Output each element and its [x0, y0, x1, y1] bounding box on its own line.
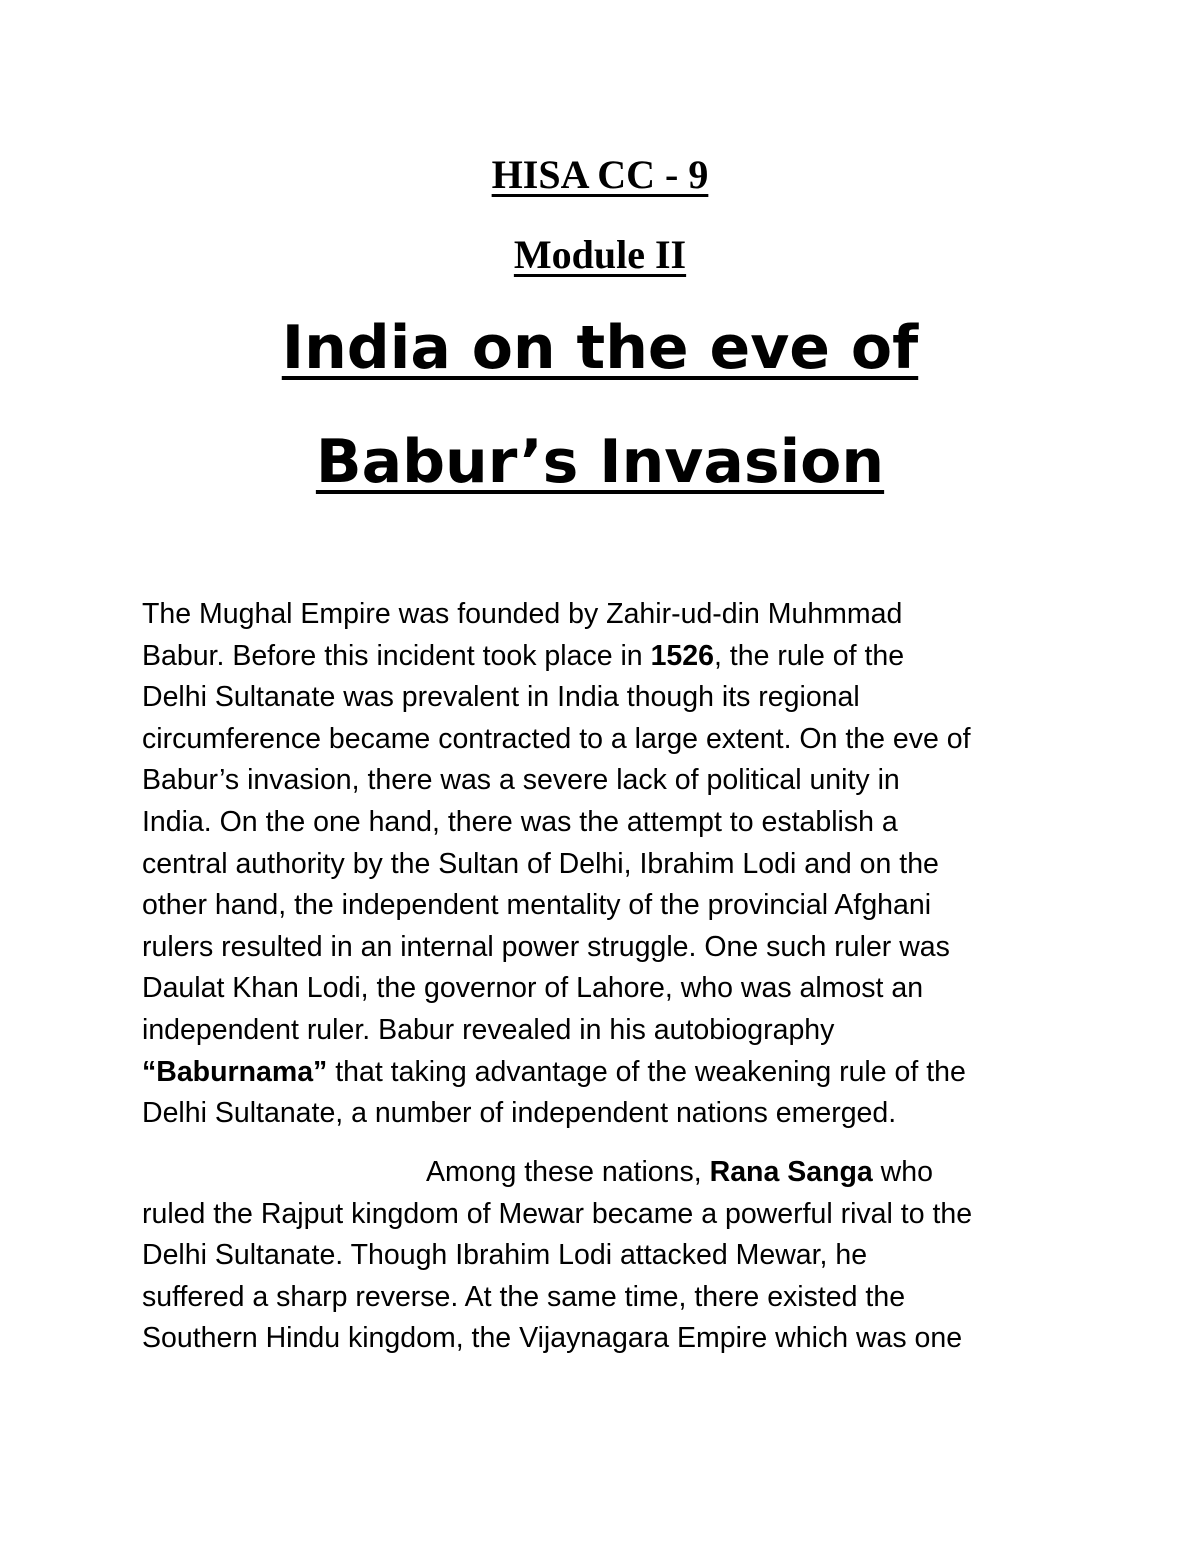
text-run: Babur. Before this incident took place in	[142, 639, 651, 672]
year-bold: 1526	[650, 639, 714, 672]
text-run: Among these nations,	[426, 1156, 710, 1188]
text-run: who	[872, 1156, 933, 1188]
paragraph-1-line: independent ruler. Babur revealed in his autobiography	[142, 1013, 835, 1046]
paragraph-1-line: Delhi Sultanate, a number of independent nations emerged.	[142, 1097, 897, 1130]
ruler-name-bold: Rana Sanga	[709, 1156, 873, 1188]
module-heading: Module II	[513, 232, 687, 277]
paragraph-1-line	[142, 1052, 1072, 1094]
paragraph-1-line: Daulat Khan Lodi, the governor of Lahore, who was almost an	[142, 972, 924, 1005]
paragraph-2-line: Delhi Sultanate. Though Ibrahim Lodi attacked Mewar, he	[142, 1239, 868, 1272]
paragraph-2-line: suffered a sharp reverse. At the same time, there existed the	[142, 1280, 906, 1313]
paragraph-1-line: India. On the one hand, there was the attempt to establish a	[142, 805, 898, 838]
course-code-heading: HISA CC - 9	[491, 152, 709, 197]
paragraph-1-line	[142, 636, 1072, 678]
page-title-line-2: Babur’s Invasion	[315, 427, 885, 497]
text-run: , the rule of the	[713, 639, 905, 672]
paragraph-1-line: Babur’s invasion, there was a severe lack of political unity in	[142, 764, 900, 797]
paragraph-1-line: circumference became contracted to a large extent. On the eve of	[142, 722, 971, 755]
paragraph-1-line: other hand, the independent mentality of the provincial Afghani	[142, 889, 932, 922]
book-title-bold: “Baburnama”	[142, 1055, 328, 1088]
page-title-line-1: India on the eve of	[281, 313, 919, 383]
paragraph-2-line: ruled the Rajput kingdom of Mewar became a powerful rival to the	[142, 1197, 973, 1230]
paragraph-1-line: central authority by the Sultan of Delhi, Ibrahim Lodi and on the	[142, 847, 939, 880]
paragraph-1	[142, 594, 1072, 1135]
paragraph-1-line: Delhi Sultanate was prevalent in India though its regional	[142, 681, 860, 714]
paragraph-1-line: rulers resulted in an internal power struggle. One such ruler was	[142, 930, 950, 963]
text-run: that taking advantage of the weakening rule of the	[327, 1055, 966, 1088]
paragraph-1-line: The Mughal Empire was founded by Zahir-ud-din Muhmmad	[142, 598, 903, 630]
paragraph-2	[142, 1152, 1072, 1360]
paragraph-2-line	[142, 1152, 1072, 1194]
paragraph-2-line: Southern Hindu kingdom, the Vijaynagara Empire which was one	[142, 1322, 963, 1355]
